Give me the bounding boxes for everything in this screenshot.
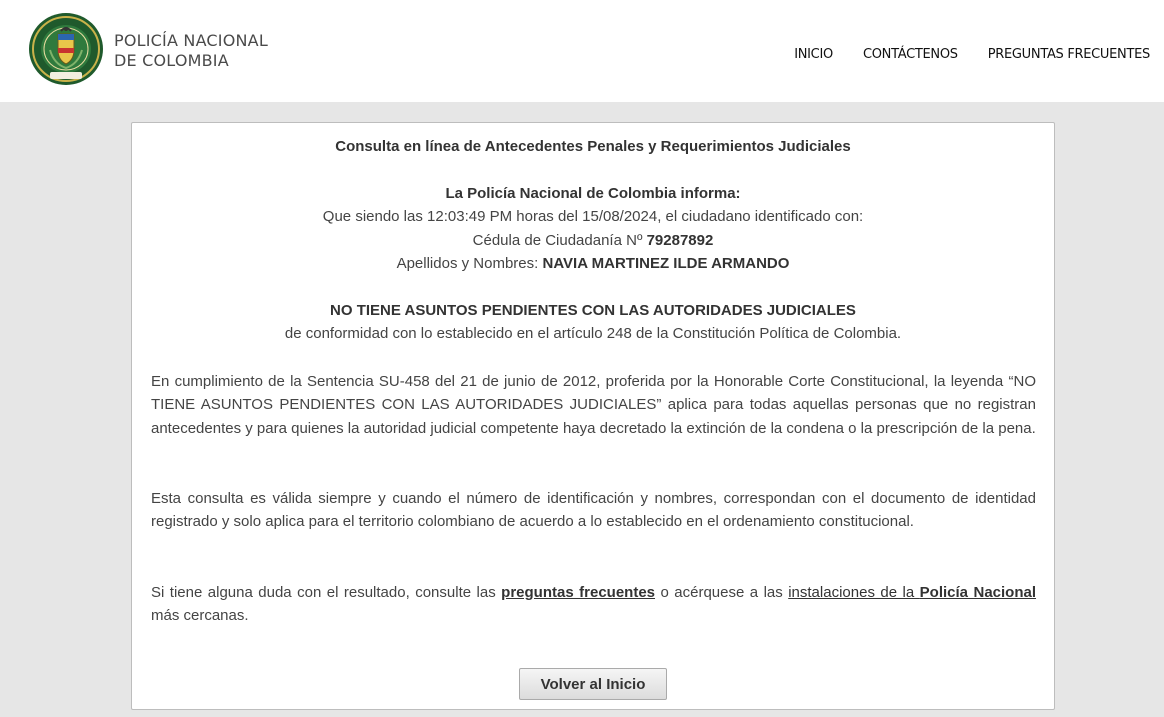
status-text: NO TIENE ASUNTOS PENDIENTES CON LAS AUTORIDADES JUDICIALES <box>330 302 856 319</box>
nav-inicio[interactable]: INICIO <box>794 47 833 62</box>
status-block <box>132 299 1054 346</box>
faq-link[interactable]: preguntas frecuentes <box>501 584 656 601</box>
police-shield-emblem-icon[interactable] <box>28 12 104 86</box>
brand-name <box>114 31 268 71</box>
name-value: NAVIA MARTINEZ ILDE ARMANDO <box>542 255 790 273</box>
validity-paragraph: Esta consulta es válida siempre y cuando el número de identificación y nombres, correspondan con el documento de identidad registrado y solo aplica para el territorio colombiano de acuerdo a lo establecido en el ordenamiento constitucional. <box>151 490 1036 531</box>
status-note: de conformidad con lo establecido en el artículo 248 de la Constitución Política de Colombia. <box>284 325 902 343</box>
brand-line-2: DE COLOMBIA <box>114 51 229 70</box>
brand-line-1: POLICÍA NACIONAL <box>114 31 268 50</box>
time-prefix: Que siendo las <box>322 208 428 226</box>
time-suffix: , el ciudadano identificado con: <box>657 208 864 226</box>
back-to-home-button[interactable]: Volver al Inicio <box>519 668 667 700</box>
site-header <box>0 0 1164 102</box>
nav-preguntas-frecuentes[interactable]: PREGUNTAS FRECUENTES <box>987 47 1150 62</box>
installations-link-bold: Policía Nacional <box>919 584 1037 601</box>
page-title: Consulta en línea de Antecedentes Penales y Requerimientos Judiciales <box>335 138 851 155</box>
sentence-paragraph: En cumplimiento de la Sentencia SU-458 del 21 de junio de 2012, proferida por la Honorable Corte Constitucional, la leyenda “NO TIENE ASUNTOS PENDIENTES CON LAS AUTORIDADES JUDICIALES” aplica para todas aquellas personas que no registran antecedentes y para quienes la autoridad judicial competente haya decretado la extinción de la condena o la prescripción de la pena. <box>151 373 1036 437</box>
id-line <box>132 229 1054 252</box>
time-middle: horas del <box>512 208 583 226</box>
inform-heading: La Policía Nacional de Colombia informa: <box>445 185 741 202</box>
name-line <box>132 252 1054 275</box>
contact-middle: o acérquese a las <box>655 584 789 601</box>
contact-suffix: más cercanas. <box>151 607 249 625</box>
id-label: Cédula de Ciudadanía Nº <box>472 231 647 249</box>
contact-paragraph <box>151 581 1036 628</box>
id-number: 79287892 <box>646 231 714 249</box>
inform-block <box>132 182 1054 276</box>
result-card <box>131 122 1055 710</box>
query-date: 15/08/2024 <box>582 208 658 226</box>
installations-link[interactable] <box>788 584 1036 601</box>
installations-link-text: instalaciones de la <box>788 584 920 601</box>
name-label: Apellidos y Nombres: <box>396 255 543 273</box>
contact-prefix: Si tiene alguna duda con el resultado, consulte las <box>151 584 502 601</box>
nav-contactenos[interactable]: CONTÁCTENOS <box>862 47 958 62</box>
main-nav <box>794 47 1150 62</box>
query-time: 12:03:49 PM <box>427 208 513 226</box>
query-time-line <box>132 205 1054 228</box>
